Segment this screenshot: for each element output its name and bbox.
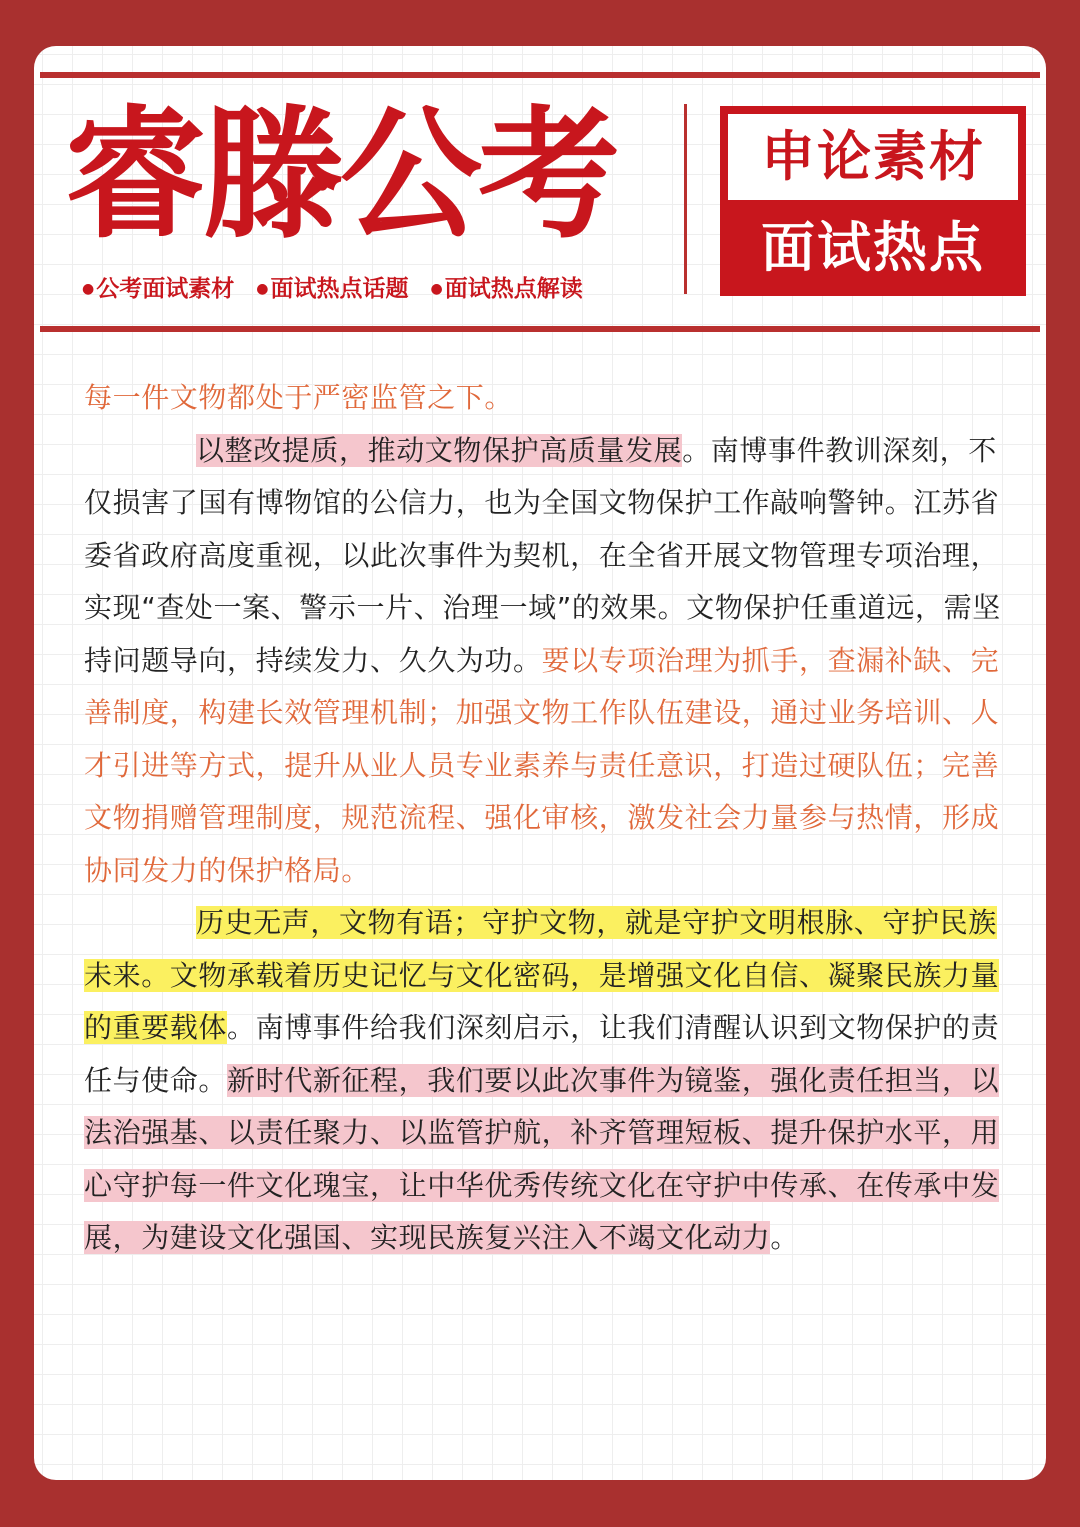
article-body — [84, 372, 1012, 1265]
header-divider — [684, 104, 687, 294]
header-bottom-rule — [40, 326, 1040, 332]
tag-item: ● 面试热点解读 — [430, 276, 582, 302]
category-badge — [720, 106, 1026, 296]
highlight-yellow-phrase: 历史无声，文物有语；守护文物，就是守护文明根脉、守护民族未来。文物承载着历史记忆与文化密码，是增强文化自信、凝聚民族力量的重要载体 — [84, 906, 1000, 1044]
article-card — [34, 46, 1046, 1480]
highlight-pink-phrase: 以整改提质，推动文物保护高质量发展 — [196, 433, 683, 467]
paragraph-intro: 每一件文物都处于严密监管之下。 — [84, 381, 514, 414]
header-tags — [82, 272, 597, 306]
paragraph-conclusion: 历史无声，文物有语；守护文物，就是守护文明根脉、守护民族未来。文物承载着历史记忆与文化密码，是增强文化自信、凝聚民族力量的重要载体。南博事件给我们深刻启示，让我们清醒认识到文物保护的责任与使命。新时代新征程，我们要以此次事件为镜鉴，强化责任担当，以法治强基、以责任聚力、以监管护航，补齐管理短板、提升保护水平，用心守护每一件文化瑰宝，让中华优秀传统文化在守护中传承、在传承中发展，为建设文化强国、实现民族复兴注入不竭文化动力。 — [84, 906, 1000, 1254]
badge-bottom-label: 面试热点 — [761, 216, 985, 279]
header-top-rule — [40, 72, 1040, 78]
badge-top-label: 申论素材 — [728, 114, 1018, 200]
tag-item: ● 面试热点话题 — [256, 276, 408, 302]
paragraph-rectification — [84, 425, 1012, 898]
paragraph-text: 。南博事件给我们深刻启示，让我们清醒认识到文物保护的责任与使命。 — [84, 1011, 1000, 1097]
brand-title: 睿滕公考 — [64, 93, 616, 258]
highlight-pink-phrase: 新时代新征程，我们要以此次事件为镜鉴，强化责任担当，以法治强基、以责任聚力、以监管护航，补齐管理短板、提升保护水平，用心守护每一件文化瑰宝，让中华优秀传统文化在守护中传承、在传承中发展，为建设文化强国、实现民族复兴注入不竭文化动力 — [84, 1063, 1000, 1254]
orange-text: 要以专项治理为抓手，查漏补缺、完善制度，构建长效管理机制；加强文物工作队伍建设，通过业务培训、人才引进等方式，提升从业人员专业素养与责任意识，打造过硬队伍；完善文物捐赠管理制度，规范流程、强化审核，激发社会力量参与热情，形成协同发力的保护格局。 — [84, 643, 1000, 887]
paragraph-text: 。南博事件教训深刻，不仅损害了国有博物馆的公信力，也为全国文物保护工作敲响警钟。江苏省委省政府高度重视，以此次事件为契机，在全省开展文物管理专项治理，实现“查处一案、警示一片、治理一域”的效果。文物保护任重道远，需坚持问题导向，持续发力、久久为功。 — [84, 433, 1001, 677]
tag-item: ● 公考面试素材 — [82, 276, 234, 302]
